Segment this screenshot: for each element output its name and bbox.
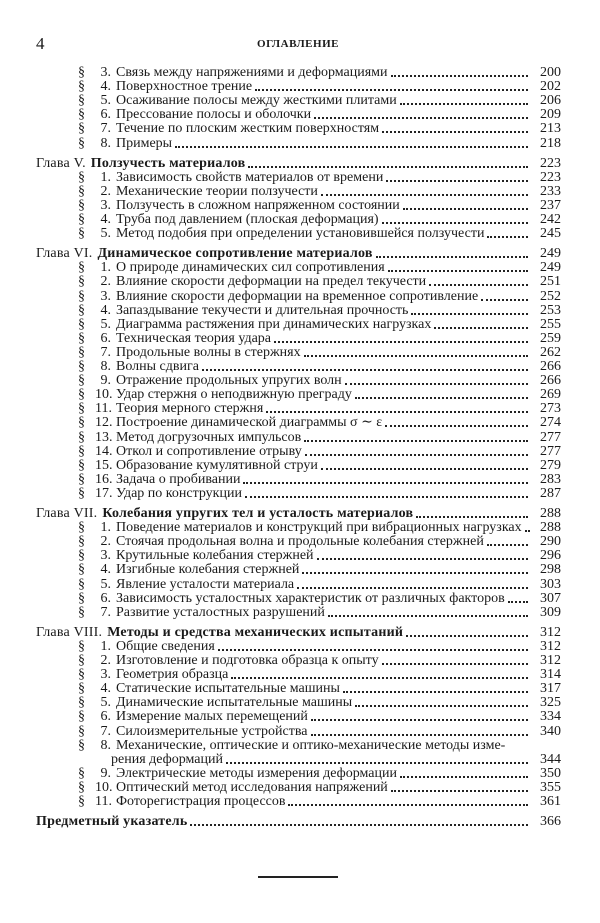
chapter-label: Глава V.: [36, 155, 86, 171]
entry-title: Общие сведения: [116, 638, 215, 654]
section-symbol: §: [78, 667, 85, 683]
section-number: 10.: [95, 387, 113, 403]
section-symbol: §: [78, 471, 85, 487]
section-number: 16.: [95, 471, 113, 487]
page-ref: 309: [540, 604, 561, 620]
section-symbol: §: [78, 415, 85, 431]
page-ref: 200: [540, 65, 561, 80]
section-symbol: §: [78, 604, 85, 620]
page-ref: 252: [540, 288, 561, 304]
chapter-title: Колебания упругих тел и усталость материалов: [102, 506, 414, 521]
section-symbol: §: [78, 429, 85, 445]
page-ref: 355: [540, 779, 561, 795]
page-ref: 277: [540, 429, 561, 445]
section-symbol: §: [78, 373, 85, 389]
section-number: 11.: [95, 401, 112, 417]
toc-entry[interactable]: [78, 578, 561, 592]
page-ref: 249: [540, 260, 561, 276]
entry-title: Диаграмма растяжения при динамических нагрузках: [116, 316, 432, 332]
page-ref: 344: [540, 751, 561, 767]
page-ref: 317: [540, 681, 561, 697]
index-entry[interactable]: [36, 815, 561, 829]
section-number: 1.: [100, 520, 111, 536]
entry-title: Связь между напряжениями и деформациями: [116, 65, 388, 80]
page-ref: 334: [540, 709, 561, 725]
dot-leader: [190, 810, 528, 826]
page-ref: 361: [540, 794, 561, 809]
chapter-title: Динамическое сопротивление материалов: [97, 246, 373, 262]
section-number: 4.: [100, 79, 111, 95]
page-ref: 245: [540, 226, 561, 242]
section-symbol: §: [78, 695, 85, 711]
section-number: 1.: [100, 169, 111, 185]
entry-title: Осаживание полосы между жесткими плитами: [116, 93, 397, 109]
running-title: ОГЛАВЛЕНИЕ: [257, 38, 339, 50]
page-ref: 290: [540, 534, 561, 550]
page-header: [36, 34, 560, 54]
section-number: 2.: [100, 534, 111, 550]
entry-title: Стоячая продольная волна и продольные колебания стержней: [116, 534, 484, 550]
page-ref: 279: [540, 457, 561, 473]
section-number: 12.: [95, 415, 113, 431]
page-ref: 206: [540, 93, 561, 109]
section-symbol: §: [78, 443, 85, 459]
section-symbol: §: [78, 316, 85, 332]
page-ref: 298: [540, 562, 561, 578]
page-ref: 233: [540, 183, 561, 199]
section-number: 5.: [100, 576, 111, 592]
entry-title: Геометрия образца: [116, 667, 229, 683]
page-ref: 213: [540, 121, 561, 137]
section-symbol: §: [78, 765, 85, 781]
entry-title: Механические, оптические и оптико-механические методы изме-: [116, 737, 506, 753]
page-ref: 269: [540, 387, 561, 403]
page-ref: 266: [540, 373, 561, 389]
entry-title: Изготовление и подготовка образца к опыту: [116, 653, 379, 668]
page-ref: 253: [540, 302, 561, 318]
page-ref: 218: [540, 135, 561, 151]
section-number: 3.: [100, 667, 111, 683]
page-ref: 223: [540, 169, 561, 185]
section-number: 3.: [100, 65, 111, 80]
page-ref: 350: [540, 765, 561, 781]
section-number: 17.: [95, 485, 113, 501]
section-number: 6.: [100, 590, 111, 606]
section-number: 5.: [100, 226, 111, 242]
entry-title: Ползучесть в сложном напряженном состоянии: [116, 197, 400, 213]
section-symbol: §: [78, 135, 85, 151]
dot-leader: [245, 482, 528, 498]
section-symbol: §: [78, 359, 85, 374]
chapter-entry[interactable]: [36, 507, 561, 521]
section-symbol: §: [78, 212, 85, 227]
section-number: 8.: [100, 135, 111, 151]
section-symbol: §: [78, 534, 85, 550]
section-symbol: §: [78, 794, 85, 809]
entry-title: Влияние скорости деформации на временное сопротивление: [116, 288, 479, 304]
section-symbol: §: [78, 709, 85, 725]
page-ref: 303: [540, 576, 561, 592]
section-number: 5.: [100, 316, 111, 332]
section-number: 4.: [100, 681, 111, 697]
entry-title: Техническая теория удара: [116, 330, 272, 346]
page-ref: 287: [540, 485, 561, 501]
section-symbol: §: [78, 183, 85, 199]
entry-title: Крутильные колебания стержней: [116, 548, 314, 564]
page-ref: 242: [540, 212, 561, 227]
section-number: 2.: [100, 274, 111, 290]
section-symbol: §: [78, 457, 85, 473]
section-symbol: §: [78, 330, 85, 346]
section-symbol: §: [78, 401, 85, 417]
section-number: 3.: [100, 288, 111, 304]
section-symbol: §: [78, 274, 85, 290]
toc-entry[interactable]: [78, 487, 561, 501]
section-number: 15.: [95, 457, 113, 473]
page-ref: 314: [540, 667, 561, 683]
section-symbol: §: [78, 562, 85, 578]
entry-title: рения деформаций: [111, 751, 223, 767]
page-ref: 312: [540, 638, 561, 654]
page-ref: 274: [540, 415, 561, 431]
toc-entry[interactable]: [78, 795, 561, 809]
entry-title: Метод подобия при определении установившейся ползучести: [116, 226, 485, 242]
section-symbol: §: [78, 548, 85, 564]
section-number: 7.: [100, 344, 111, 360]
toc-entry[interactable]: [78, 606, 561, 620]
entry-title: Построение динамической диаграммы σ ∼ ε: [116, 415, 383, 431]
page-ref: 366: [540, 814, 561, 830]
entry-title: Примеры: [116, 135, 173, 151]
entry-title: Зависимость усталостных характеристик от различных факторов: [116, 590, 505, 606]
section-number: 7.: [100, 723, 111, 739]
page-ref: 223: [540, 155, 561, 171]
dot-leader: [288, 790, 528, 806]
section-symbol: §: [78, 226, 85, 242]
entry-title: Запаздывание текучести и длительная прочность: [116, 302, 409, 318]
section-number: 6.: [100, 330, 111, 346]
entry-title: Продольные волны в стержнях: [116, 344, 301, 360]
dot-leader: [311, 720, 529, 736]
section-symbol: §: [78, 288, 85, 304]
section-symbol: §: [78, 387, 85, 403]
page-ref: 312: [540, 624, 561, 640]
section-number: 5.: [100, 695, 111, 711]
page-ref: 202: [540, 79, 561, 95]
section-symbol: §: [78, 681, 85, 697]
section-number: 10.: [95, 779, 113, 795]
entry-title: Образование кумулятивной струи: [116, 457, 318, 473]
page-ref: 288: [540, 506, 561, 521]
closing-rule: [258, 876, 338, 878]
section-number: 7.: [100, 604, 111, 620]
section-symbol: §: [78, 121, 85, 137]
section-symbol: §: [78, 302, 85, 318]
entry-title: Явление усталости материала: [116, 576, 295, 592]
section-number: 8.: [100, 737, 111, 753]
entry-title: Механические теории ползучести: [116, 183, 318, 199]
page-ref: 237: [540, 197, 561, 213]
page-ref: 251: [540, 274, 561, 290]
entry-title: Труба под давлением (плоская деформация): [116, 212, 379, 227]
entry-title: Зависимость свойств материалов от времени: [116, 169, 384, 185]
section-number: 1.: [100, 260, 111, 276]
entry-title: Удар по конструкции: [116, 485, 242, 501]
entry-title: Метод догрузочных импульсов: [116, 429, 302, 445]
toc-entry[interactable]: [78, 137, 561, 151]
section-number: 2.: [100, 653, 111, 668]
toc-entry[interactable]: [78, 725, 561, 739]
section-symbol: §: [78, 169, 85, 185]
entry-title: Электрические методы измерения деформации: [116, 765, 397, 781]
page-ref: 288: [540, 520, 561, 536]
page-ref: 340: [540, 723, 561, 739]
page-ref: 312: [540, 653, 561, 668]
entry-title: Волны сдвига: [116, 359, 199, 374]
entry-title: Изгибные колебания стержней: [116, 562, 300, 578]
entry-title: Измерение малых перемещений: [116, 709, 308, 725]
page-ref: 255: [540, 316, 561, 332]
section-number: 11.: [95, 794, 112, 809]
section-number: 4.: [100, 212, 111, 227]
section-symbol: §: [78, 485, 85, 501]
dot-leader: [175, 132, 528, 148]
section-number: 4.: [100, 562, 111, 578]
page-ref: 277: [540, 443, 561, 459]
chapter-label: Глава VIII.: [36, 624, 103, 640]
entry-title: Течение по плоским жестким поверхностям: [116, 121, 380, 137]
section-symbol: §: [78, 576, 85, 592]
entry-title: Задача о пробивании: [116, 471, 241, 487]
entry-title: Статические испытательные машины: [116, 681, 340, 697]
section-number: 5.: [100, 93, 111, 109]
page-ref: 249: [540, 246, 561, 262]
entry-title: Теория мерного стержня: [116, 401, 264, 417]
entry-title: Влияние скорости деформации на предел текучести: [116, 274, 427, 290]
section-number: 6.: [100, 107, 111, 123]
entry-title: Развитие усталостных разрушений: [116, 604, 325, 620]
section-number: 8.: [100, 359, 111, 374]
entry-title: Фоторегистрация процессов: [116, 794, 286, 809]
entry-title: Отражение продольных упругих волн: [116, 373, 342, 389]
dot-leader: [487, 222, 528, 238]
page-ref: 262: [540, 344, 561, 360]
section-symbol: §: [78, 197, 85, 213]
section-symbol: §: [78, 737, 85, 753]
entry-title: О природе динамических сил сопротивления: [116, 260, 385, 276]
entry-title: Предметный указатель: [36, 814, 188, 830]
page-ref: 283: [540, 471, 561, 487]
entry-title: Оптический метод исследования напряжений: [116, 779, 388, 795]
section-symbol: §: [78, 653, 85, 668]
chapter-title: Ползучесть материалов: [90, 155, 246, 171]
section-symbol: §: [78, 520, 85, 536]
chapter-label: Глава VI.: [36, 246, 93, 262]
section-symbol: §: [78, 107, 85, 123]
entry-title: Динамические испытательные машины: [116, 695, 353, 711]
section-symbol: §: [78, 260, 85, 276]
entry-title: Удар стержня о неподвижную преграду: [116, 387, 352, 403]
page-number: 4: [36, 34, 45, 53]
section-symbol: §: [78, 93, 85, 109]
entry-title: Поверхностное трение: [116, 79, 253, 95]
section-number: 9.: [100, 765, 111, 781]
toc-entry[interactable]: [78, 227, 561, 241]
page-ref: 325: [540, 695, 561, 711]
entry-title: Откол и сопротивление отрыву: [116, 443, 302, 459]
page-ref: 296: [540, 548, 561, 564]
page-ref: 273: [540, 401, 561, 417]
section-number: 9.: [100, 373, 111, 389]
section-symbol: §: [78, 723, 85, 739]
section-number: 6.: [100, 709, 111, 725]
page-ref: 307: [540, 590, 561, 606]
page-ref: 259: [540, 330, 561, 346]
entry-title: Поведение материалов и конструкций при вибрационных нагрузках: [116, 520, 522, 536]
dot-leader: [416, 502, 528, 518]
section-symbol: §: [78, 65, 85, 80]
page-ref: 266: [540, 359, 561, 374]
entry-title: Прессование полосы и оболочки: [116, 107, 312, 123]
chapter-label: Глава VII.: [36, 506, 98, 521]
section-symbol: §: [78, 638, 85, 654]
section-number: 4.: [100, 302, 111, 318]
section-number: 3.: [100, 548, 111, 564]
section-symbol: §: [78, 79, 85, 95]
entry-title: Силоизмерительные устройства: [116, 723, 308, 739]
section-symbol: §: [78, 779, 85, 795]
dot-leader: [328, 601, 528, 617]
page-ref: 209: [540, 107, 561, 123]
section-number: 2.: [100, 183, 111, 199]
section-symbol: §: [78, 344, 85, 360]
section-number: 1.: [100, 638, 111, 654]
section-symbol: §: [78, 590, 85, 606]
section-number: 3.: [100, 197, 111, 213]
chapter-title: Методы и средства механических испытаний: [107, 624, 404, 640]
section-number: 13.: [95, 429, 113, 445]
section-number: 14.: [95, 443, 113, 459]
dot-leader: [297, 573, 528, 589]
section-number: 7.: [100, 121, 111, 137]
